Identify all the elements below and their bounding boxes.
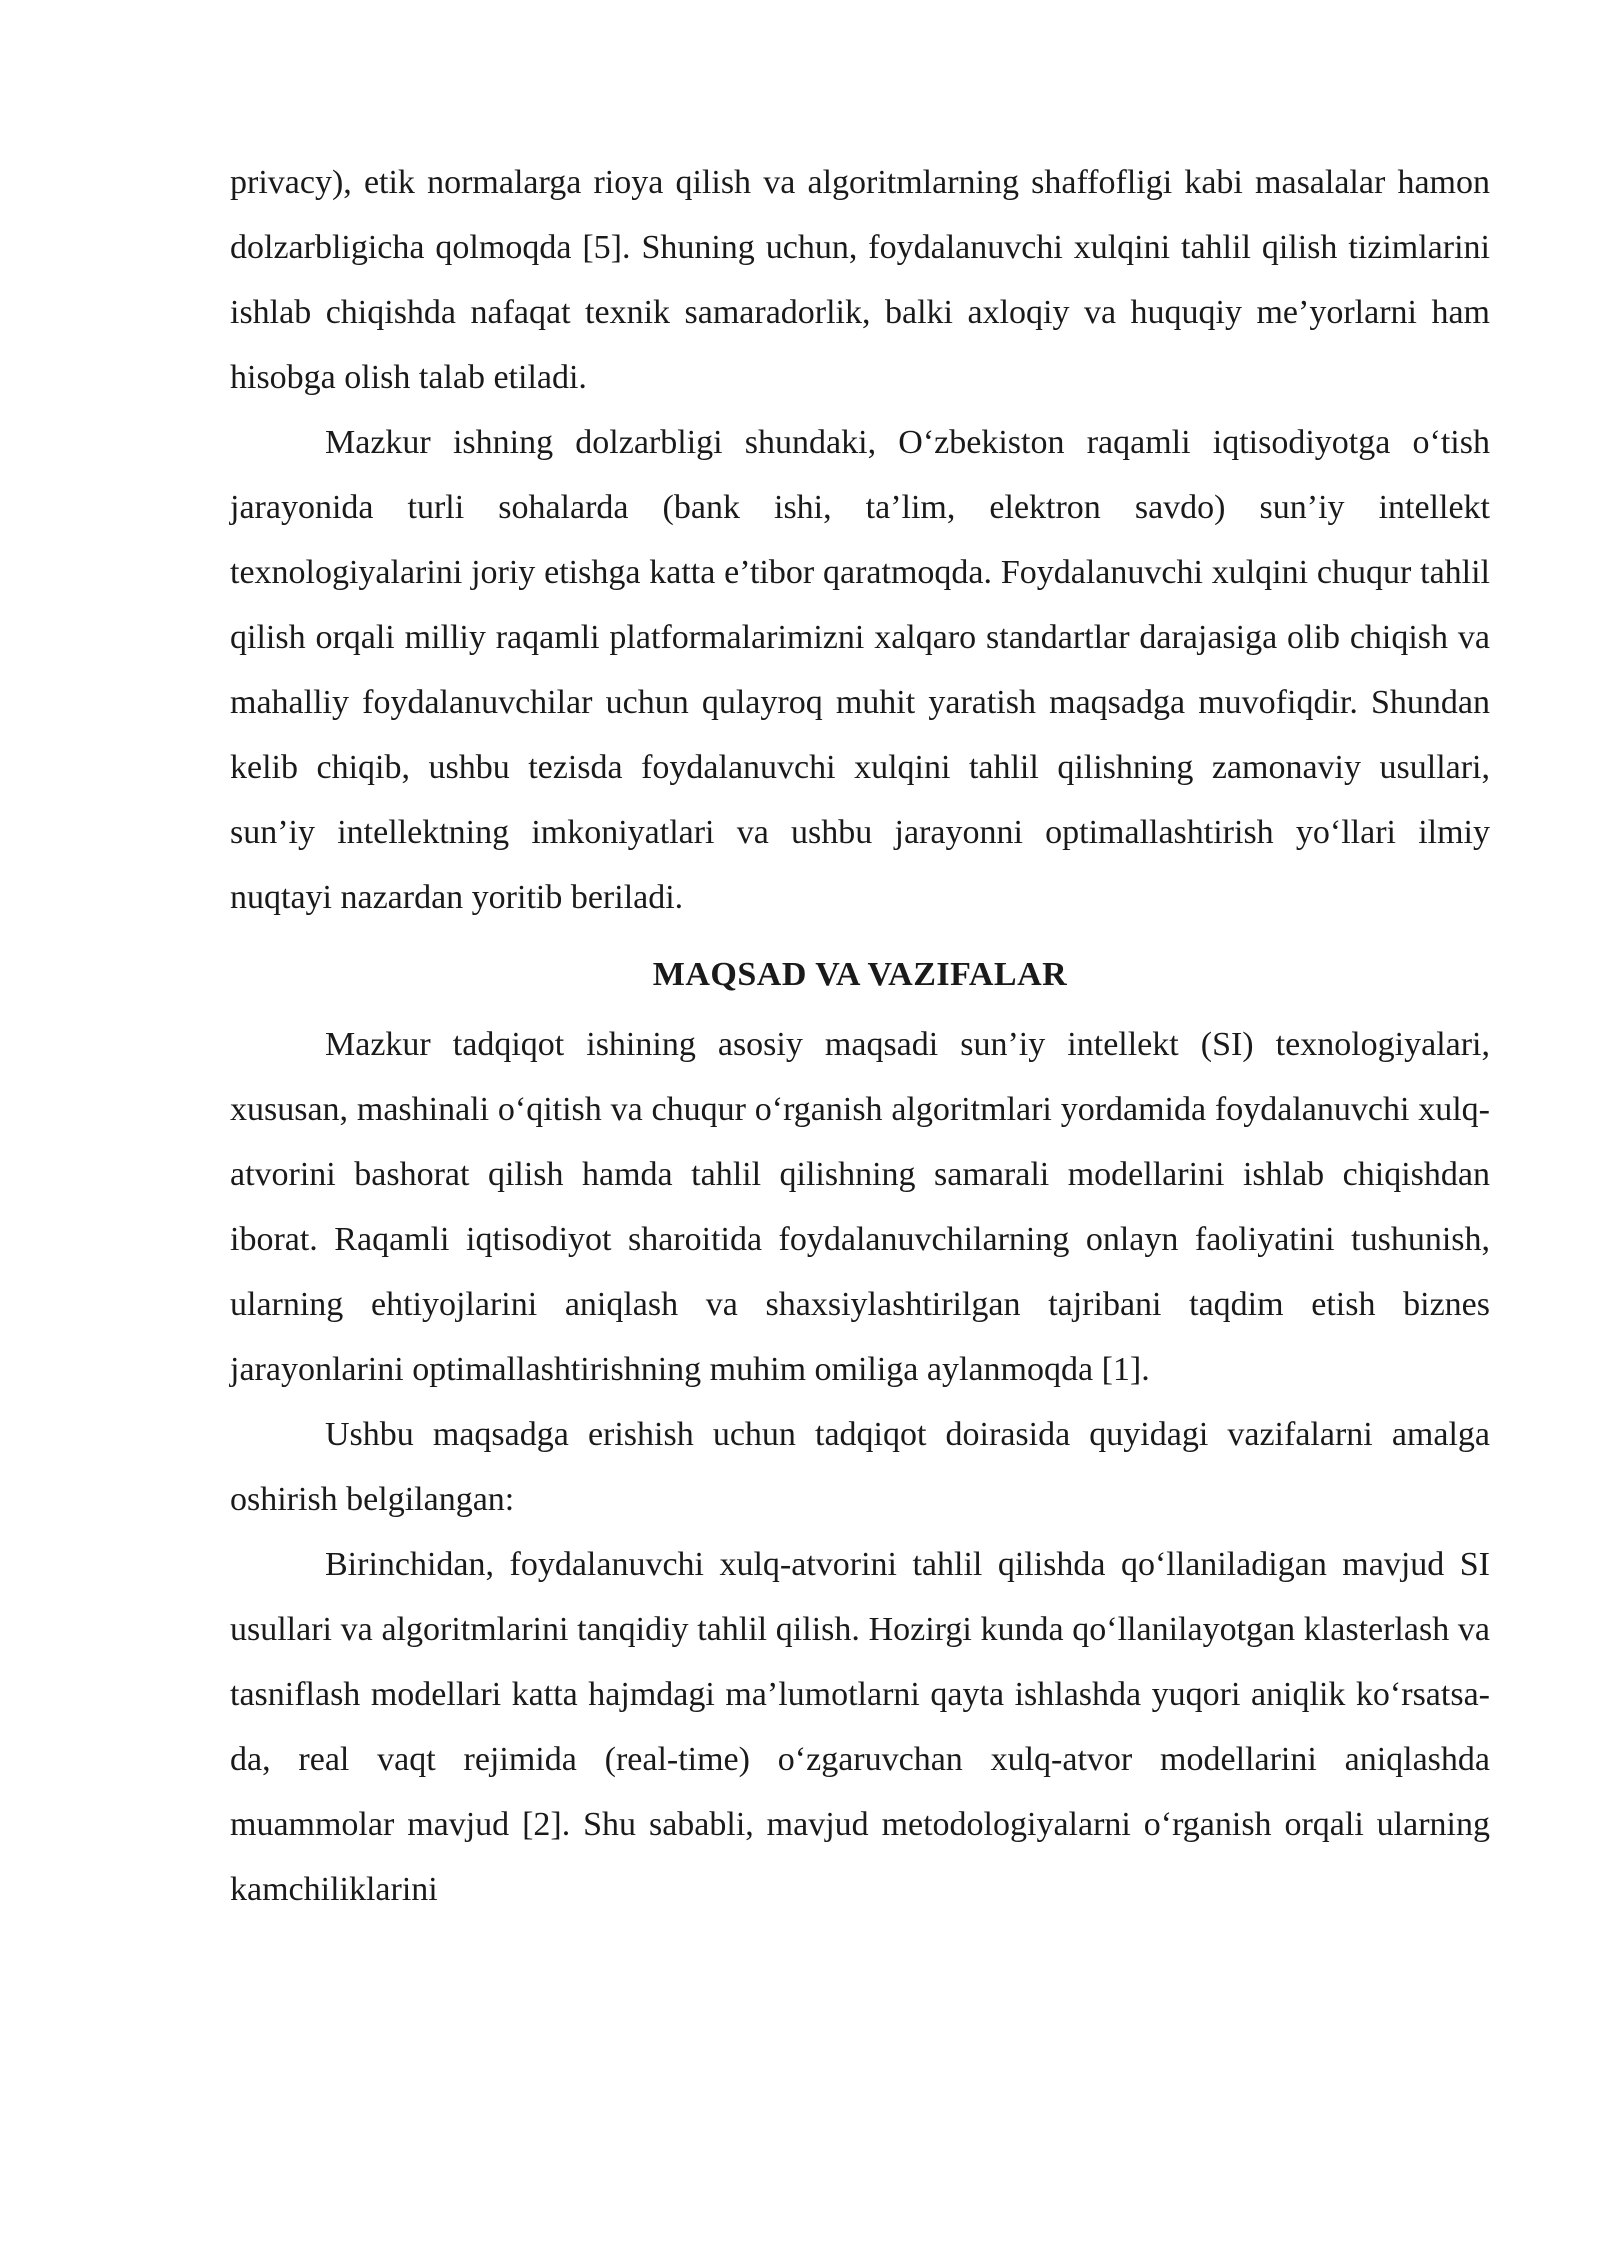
paragraph-tasks-intro: Ushbu maqsadga erishish uchun tadqiqot doirasida quyidagi vazifalarni amalga oshirish belgilangan: xyxy=(230,1416,1490,1518)
section-heading: MAQSAD VA VAZIFALAR xyxy=(652,956,1068,993)
paragraph-continuation: privacy), etik normalarga rioya qilish va algoritmlarning shaffofligi kabi masalalar hamon dolzarbligicha qolmoqda [5]. Shuning uchun, foydalanuvchi xulqini tahlil qilish tizimlarini ishlab chiqishda nafaqat texnik samaradorlik, balki axloqiy va huquqiy me’yorlarni ham hisobga olish talab etiladi. xyxy=(230,164,1490,396)
document-page xyxy=(230,150,1490,1922)
paragraph-aim: Mazkur tadqiqot ishining asosiy maqsadi sun’iy intellekt (SI) texnologiyalari, xususan, mashinali o‘qitish va chuqur o‘rganish algoritmlari yordamida foydalanuvchi xulq-atvorini bashorat qilish hamda tahlil qilishning samarali modellarini ishlab chiqishdan iborat. Raqamli iqtisodiyot sharoitida foydalanuvchilarning onlayn faoliyatini tushunish, ularning ehtiyojlarini aniqlash va shaxsiylashtirilgan tajribani taqdim etish biznes jarayonlarini optimallashtirishning muhim omiliga aylanmoqda [1]. xyxy=(230,1026,1490,1388)
paragraph-relevance: Mazkur ishning dolzarbligi shundaki, O‘zbekiston raqamli iqtisodiyotga o‘tish jarayonida turli sohalarda (bank ishi, ta’lim, elektron savdo) sun’iy intellekt texnologiyalarini joriy etishga katta e’tibor qaratmoqda. Foydalanuvchi xulqini chuqur tahlil qilish orqali milliy raqamli platformalarimizni xalqaro standartlar darajasiga olib chiqish va mahalliy foydalanuvchilar uchun qulayroq muhit yaratish maqsadga muvofiqdir. Shundan kelib chiqib, ushbu tezisda foydalanuvchi xulqini tahlil qilishning zamonaviy usullari, sun’iy intellektning imkoniyatlari va ushbu jarayonni optimallashtirish yo‘llari ilmiy nuqtayi nazardan yoritib beriladi. xyxy=(230,424,1490,916)
paragraph-first-task: Birinchidan, foydalanuvchi xulq-atvorini tahlil qilishda qo‘llaniladigan mavjud SI usullari va algoritmlarini tanqidiy tahlil qilish. Hozirgi kunda qo‘llanilayotgan klasterlash va tasniflash modellari katta hajmdagi ma’lumotlarni qayta ishlashda yuqori aniqlik ko‘rsatsa-da, real vaqt rejimida (real-time) o‘zgaruvchan xulq-atvor modellarini aniqlashda muammolar mavjud [2]. Shu sababli, mavjud metodologiyalarni o‘rganish orqali ularning kamchiliklarini xyxy=(230,1546,1490,1908)
